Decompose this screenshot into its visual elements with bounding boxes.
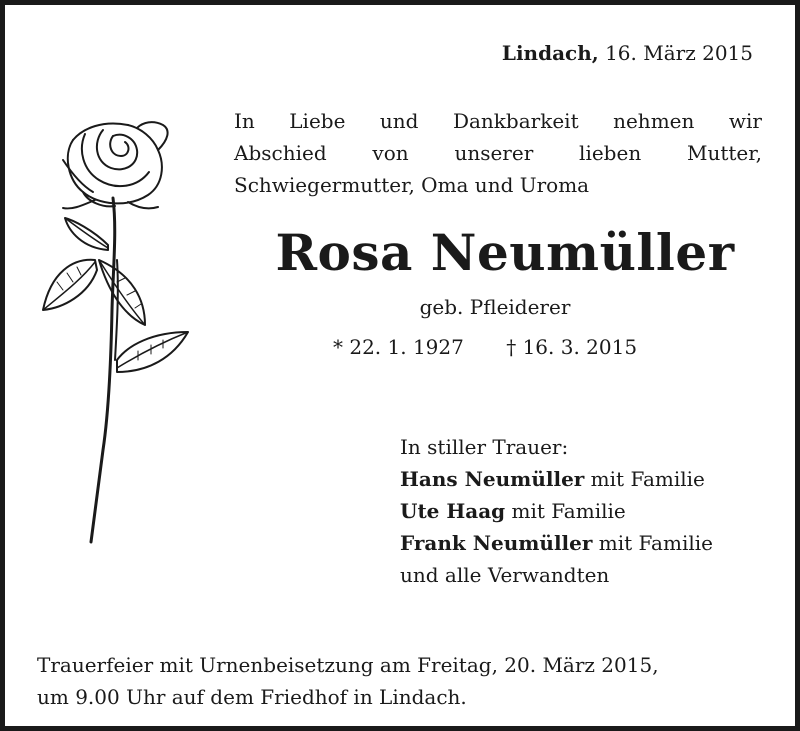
- intro-text: [234, 105, 762, 201]
- rose-icon: [33, 110, 203, 550]
- word: lieben: [579, 141, 642, 165]
- mourners-heading: In stiller Trauer:: [400, 435, 569, 459]
- deceased-name: Rosa Neumüller: [275, 223, 735, 282]
- place-date: [502, 41, 753, 65]
- place: Lindach,: [501, 41, 599, 65]
- mourners-block: [400, 431, 713, 591]
- word: In: [234, 109, 255, 133]
- word: Mutter,: [686, 141, 762, 165]
- life-dates: [333, 335, 637, 359]
- word: Dankbarkeit: [452, 109, 579, 133]
- intro-line-3: Schwiegermutter, Oma und Uroma: [234, 173, 590, 197]
- mourner-suffix: mit Familie: [584, 467, 705, 491]
- word: Abschied: [234, 141, 327, 165]
- mourner-name: Ute Haag: [400, 499, 506, 523]
- birth-date: * 22. 1. 1927: [333, 335, 464, 359]
- ceremony-line-1: Trauerfeier mit Urnenbeisetzung am Freitag, 20. März 2015,: [37, 653, 659, 677]
- word: nehmen: [613, 109, 695, 133]
- death-date: † 16. 3. 2015: [506, 335, 638, 359]
- relatives-line: und alle Verwandten: [400, 563, 610, 587]
- intro-line-2: [234, 137, 762, 169]
- mourner-suffix: mit Familie: [505, 499, 626, 523]
- mourner-line: [400, 463, 713, 495]
- word: Liebe: [289, 109, 346, 133]
- ceremony-info: [37, 649, 777, 713]
- intro-line-1: [234, 105, 762, 137]
- word: von: [372, 141, 409, 165]
- ceremony-line-2: um 9.00 Uhr auf dem Friedhof in Lindach.: [37, 685, 467, 709]
- notice-date: 16. März 2015: [605, 41, 753, 65]
- word: und: [379, 109, 419, 133]
- mourner-name: Frank Neumüller: [400, 531, 593, 555]
- mourner-suffix: mit Familie: [592, 531, 713, 555]
- mourner-line: [400, 527, 713, 559]
- word: unserer: [454, 141, 534, 165]
- mourner-name: Hans Neumüller: [400, 467, 585, 491]
- word: wir: [728, 109, 762, 133]
- maiden-name: geb. Pfleiderer: [419, 295, 571, 319]
- mourner-line: [400, 495, 713, 527]
